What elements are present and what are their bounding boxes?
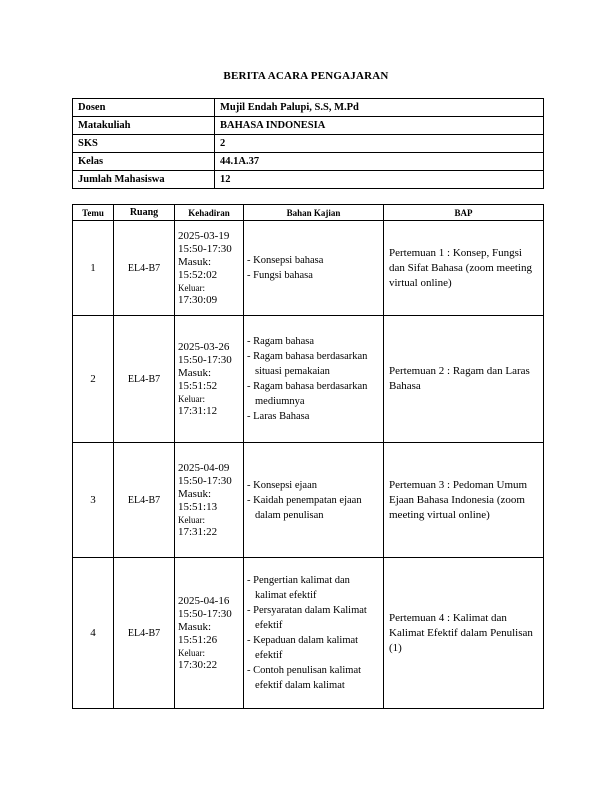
bahan-kajian-cell xyxy=(244,316,384,443)
masuk-time: 15:52:02 xyxy=(178,268,218,281)
jam: 15:50-17:30 xyxy=(178,242,232,255)
kehadiran-cell xyxy=(175,221,244,316)
masuk-time: 15:51:13 xyxy=(178,500,218,513)
kajian-item: - Ragam bahasa berdasarkan mediumnya xyxy=(247,381,368,407)
tanggal: 2025-03-26 xyxy=(178,340,230,353)
kajian-item: - Konsepsi ejaan xyxy=(247,479,317,491)
keluar-label: Keluar: xyxy=(178,647,205,658)
temu-cell: 3 xyxy=(73,443,114,558)
masuk-time: 15:51:52 xyxy=(178,379,218,392)
info-label: Matakuliah xyxy=(73,117,215,135)
ruang-cell: EL4-B7 xyxy=(114,221,175,316)
info-label: SKS xyxy=(73,135,215,153)
info-value: 12 xyxy=(215,171,544,189)
info-row-dosen xyxy=(73,99,544,117)
kajian-item: - Kaidah penempatan ejaan dalam penulisan xyxy=(247,494,362,521)
kehadiran-cell xyxy=(175,558,244,709)
bahan-kajian-cell xyxy=(244,443,384,558)
info-label: Kelas xyxy=(73,153,215,171)
info-row-sks xyxy=(73,135,544,153)
header-bap: BAP xyxy=(384,205,544,221)
kajian-item: - Persyaratan dalam Kalimat efektif xyxy=(247,605,367,631)
temu-cell: 2 xyxy=(73,316,114,443)
info-value: Mujil Endah Palupi, S.S, M.Pd xyxy=(215,99,544,117)
keluar-label: Keluar: xyxy=(178,393,205,404)
header-temu: Temu xyxy=(73,205,114,221)
jam: 15:50-17:30 xyxy=(178,607,232,620)
info-value: 44.1A.37 xyxy=(215,153,544,171)
info-row-matakuliah xyxy=(73,117,544,135)
header-kehadiran: Kehadiran xyxy=(175,205,244,221)
kajian-item: - Laras Bahasa xyxy=(247,411,310,422)
masuk-time: 15:51:26 xyxy=(178,633,218,646)
keluar-time: 17:31:12 xyxy=(178,404,218,417)
info-label: Dosen xyxy=(73,99,215,117)
table-row xyxy=(73,221,544,316)
bap-cell: Pertemuan 3 : Pedoman Umum Ejaan Bahasa Indonesia (zoom meeting virtual online) xyxy=(384,443,544,558)
keluar-time: 17:30:09 xyxy=(178,293,218,306)
tanggal: 2025-04-16 xyxy=(178,594,230,607)
keluar-label: Keluar: xyxy=(178,282,205,293)
table-header-row xyxy=(73,205,544,221)
keluar-label: Keluar: xyxy=(178,514,205,525)
bahan-kajian-cell xyxy=(244,558,384,709)
document-title: BERITA ACARA PENGAJARAN xyxy=(223,70,389,82)
ruang-cell: EL4-B7 xyxy=(114,316,175,443)
keluar-time: 17:30:22 xyxy=(178,658,218,671)
jam: 15:50-17:30 xyxy=(178,353,232,366)
kehadiran-cell xyxy=(175,316,244,443)
table-row xyxy=(73,558,544,709)
ruang-cell: EL4-B7 xyxy=(114,558,175,709)
info-row-jumlah-mahasiswa xyxy=(73,171,544,189)
bahan-kajian-cell xyxy=(244,221,384,316)
header-bahan-kajian: Bahan Kajian xyxy=(244,205,384,221)
meetings-table xyxy=(72,204,544,709)
jam: 15:50-17:30 xyxy=(178,474,232,487)
tanggal: 2025-03-19 xyxy=(178,229,230,242)
table-row xyxy=(73,316,544,443)
temu-cell: 1 xyxy=(73,221,114,316)
header-ruang: Ruang xyxy=(114,205,175,221)
bap-cell: Pertemuan 4 : Kalimat dan Kalimat Efektif dalam Penulisan (1) xyxy=(384,558,544,709)
tanggal: 2025-04-09 xyxy=(178,461,230,474)
keluar-time: 17:31:22 xyxy=(178,525,218,538)
kajian-item: - Ragam bahasa berdasarkan situasi pemakaian xyxy=(247,351,368,377)
kajian-item: - Pengertian kalimat dan kalimat efektif xyxy=(247,575,350,601)
ruang-cell: EL4-B7 xyxy=(114,443,175,558)
course-info-table xyxy=(72,98,544,189)
bap-cell: Pertemuan 1 : Konsep, Fungsi dan Sifat Bahasa (zoom meeting virtual online) xyxy=(384,221,544,316)
kajian-item: - Kepaduan dalam kalimat efektif xyxy=(247,635,359,661)
temu-cell: 4 xyxy=(73,558,114,709)
kajian-item: - Ragam bahasa xyxy=(247,336,315,347)
kehadiran-cell xyxy=(175,443,244,558)
kajian-item: - Konsepsi bahasa xyxy=(247,255,324,266)
table-row xyxy=(73,443,544,558)
bap-cell: Pertemuan 2 : Ragam dan Laras Bahasa xyxy=(384,316,544,443)
masuk-label: Masuk: xyxy=(178,255,211,268)
masuk-label: Masuk: xyxy=(178,620,211,633)
info-value: BAHASA INDONESIA xyxy=(215,117,544,135)
info-value: 2 xyxy=(215,135,544,153)
info-row-kelas xyxy=(73,153,544,171)
info-label: Jumlah Mahasiswa xyxy=(73,171,215,189)
kajian-item: - Contoh penulisan kalimat efektif dalam kalimat xyxy=(247,665,362,691)
kajian-item: - Fungsi bahasa xyxy=(247,270,313,281)
masuk-label: Masuk: xyxy=(178,366,211,379)
masuk-label: Masuk: xyxy=(178,487,211,500)
